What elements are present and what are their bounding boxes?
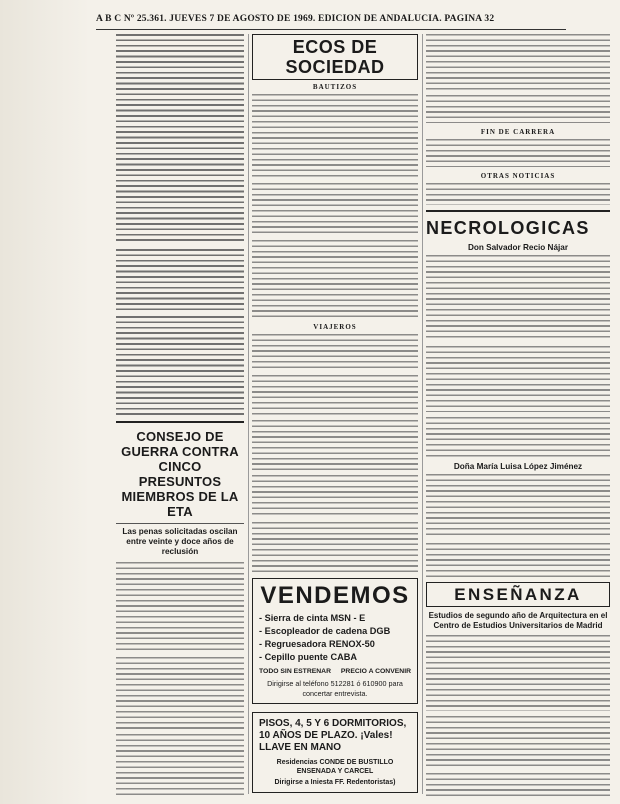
headline-rule	[116, 523, 244, 524]
article-text	[252, 240, 418, 318]
subsection-otras-noticias: OTRAS NOTICIAS	[480, 172, 556, 180]
page-masthead: A B C Nº 25.361. JUEVES 7 DE AGOSTO DE 1969. EDICION DE ANDALUCIA. PAGINA 32	[96, 14, 495, 24]
obituary-name: Don Salvador Recio Nájar	[467, 243, 569, 252]
article-text	[252, 94, 418, 178]
headline-consejo-de-guerra: CONSEJO DE GUERRA CONTRA CINCO PRESUNTOS MIEMBROS DE LA ETA	[121, 429, 239, 519]
column-separator	[422, 34, 423, 794]
subheadline-penas: Las penas solicitadas oscilan entre veinte y doce años de reclusión	[122, 527, 238, 556]
article-text	[116, 562, 244, 652]
article-text	[426, 773, 610, 799]
scan-margin	[0, 0, 90, 804]
article-text	[426, 34, 610, 90]
section-title-ensenanza: ENSEÑANZA	[454, 585, 582, 604]
ad-contact: Dirigirse al teléfono 512281 ó 610900 para concertar entrevista.	[267, 679, 403, 698]
section-divider	[426, 210, 610, 212]
article-text	[252, 522, 418, 572]
article-text	[426, 255, 610, 341]
article-text	[252, 475, 418, 517]
ad-vendemos	[252, 578, 418, 704]
article-text	[426, 183, 610, 205]
ad-pisos-contact: Dirigirse a Iniesta FF. Redentoristas)	[274, 779, 396, 786]
section-title-necrologicas: NECROLOGICAS	[426, 218, 590, 238]
article-text	[426, 635, 610, 711]
article-text	[252, 420, 418, 470]
article-text	[252, 183, 418, 235]
ecos-de-sociedad-box	[252, 34, 418, 80]
ad-item: - Regruesadora RENOX-50	[259, 639, 375, 649]
right-column	[426, 34, 610, 799]
article-text	[426, 417, 610, 457]
article-text	[426, 543, 610, 577]
subsection-fin-de-carrera: FIN DE CARRERA	[480, 128, 556, 136]
article-text	[426, 139, 610, 167]
middle-column	[252, 34, 418, 799]
masthead-rule	[96, 29, 566, 30]
ad-item: - Sierra de cinta MSN - E	[259, 613, 366, 623]
ad-note-sin-estrenar: TODO SIN ESTRENAR	[259, 668, 332, 675]
article-text	[116, 734, 244, 799]
ad-item: - Cepillo puente CABA	[259, 652, 357, 662]
ad-pisos	[252, 712, 418, 793]
ad-note-precio: PRECIO A CONVENIR	[340, 668, 411, 675]
ad-pisos-title: PISOS, 4, 5 Y 6 DORMITORIOS, 10 AÑOS DE PLAZO. ¡Vales! LLAVE EN MANO	[259, 718, 407, 753]
article-text	[426, 346, 610, 412]
column-separator	[248, 34, 249, 794]
article-text	[252, 375, 418, 415]
article-text-italic	[116, 316, 244, 416]
ad-pisos-address: Residencias CONDE DE BUSTILLO ENSENADA Y CARCEL	[276, 759, 394, 775]
article-text	[426, 716, 610, 768]
section-title-ecos-de-sociedad: ECOS DE SOCIEDAD	[285, 37, 385, 77]
ad-item: - Escopleador de cadena DGB	[259, 626, 391, 636]
article-text	[252, 334, 418, 370]
article-text	[116, 657, 244, 729]
left-column	[116, 34, 244, 799]
subsection-viajeros: VIAJEROS	[313, 323, 357, 331]
obituary-name: Doña María Luisa López Jiménez	[453, 462, 583, 471]
subsection-bautizos: BAUTIZOS	[312, 83, 358, 91]
ad-vendemos-title: VENDEMOS	[260, 582, 410, 609]
ensenanza-box	[426, 582, 610, 607]
section-divider	[116, 421, 244, 423]
headline-arquitectura: Estudios de segundo año de Arquitectura en el Centro de Estudios Universitarios de Madrid	[428, 611, 608, 630]
article-text-italic	[116, 34, 244, 244]
article-text	[426, 474, 610, 538]
article-text-italic	[116, 249, 244, 311]
article-text	[426, 95, 610, 123]
